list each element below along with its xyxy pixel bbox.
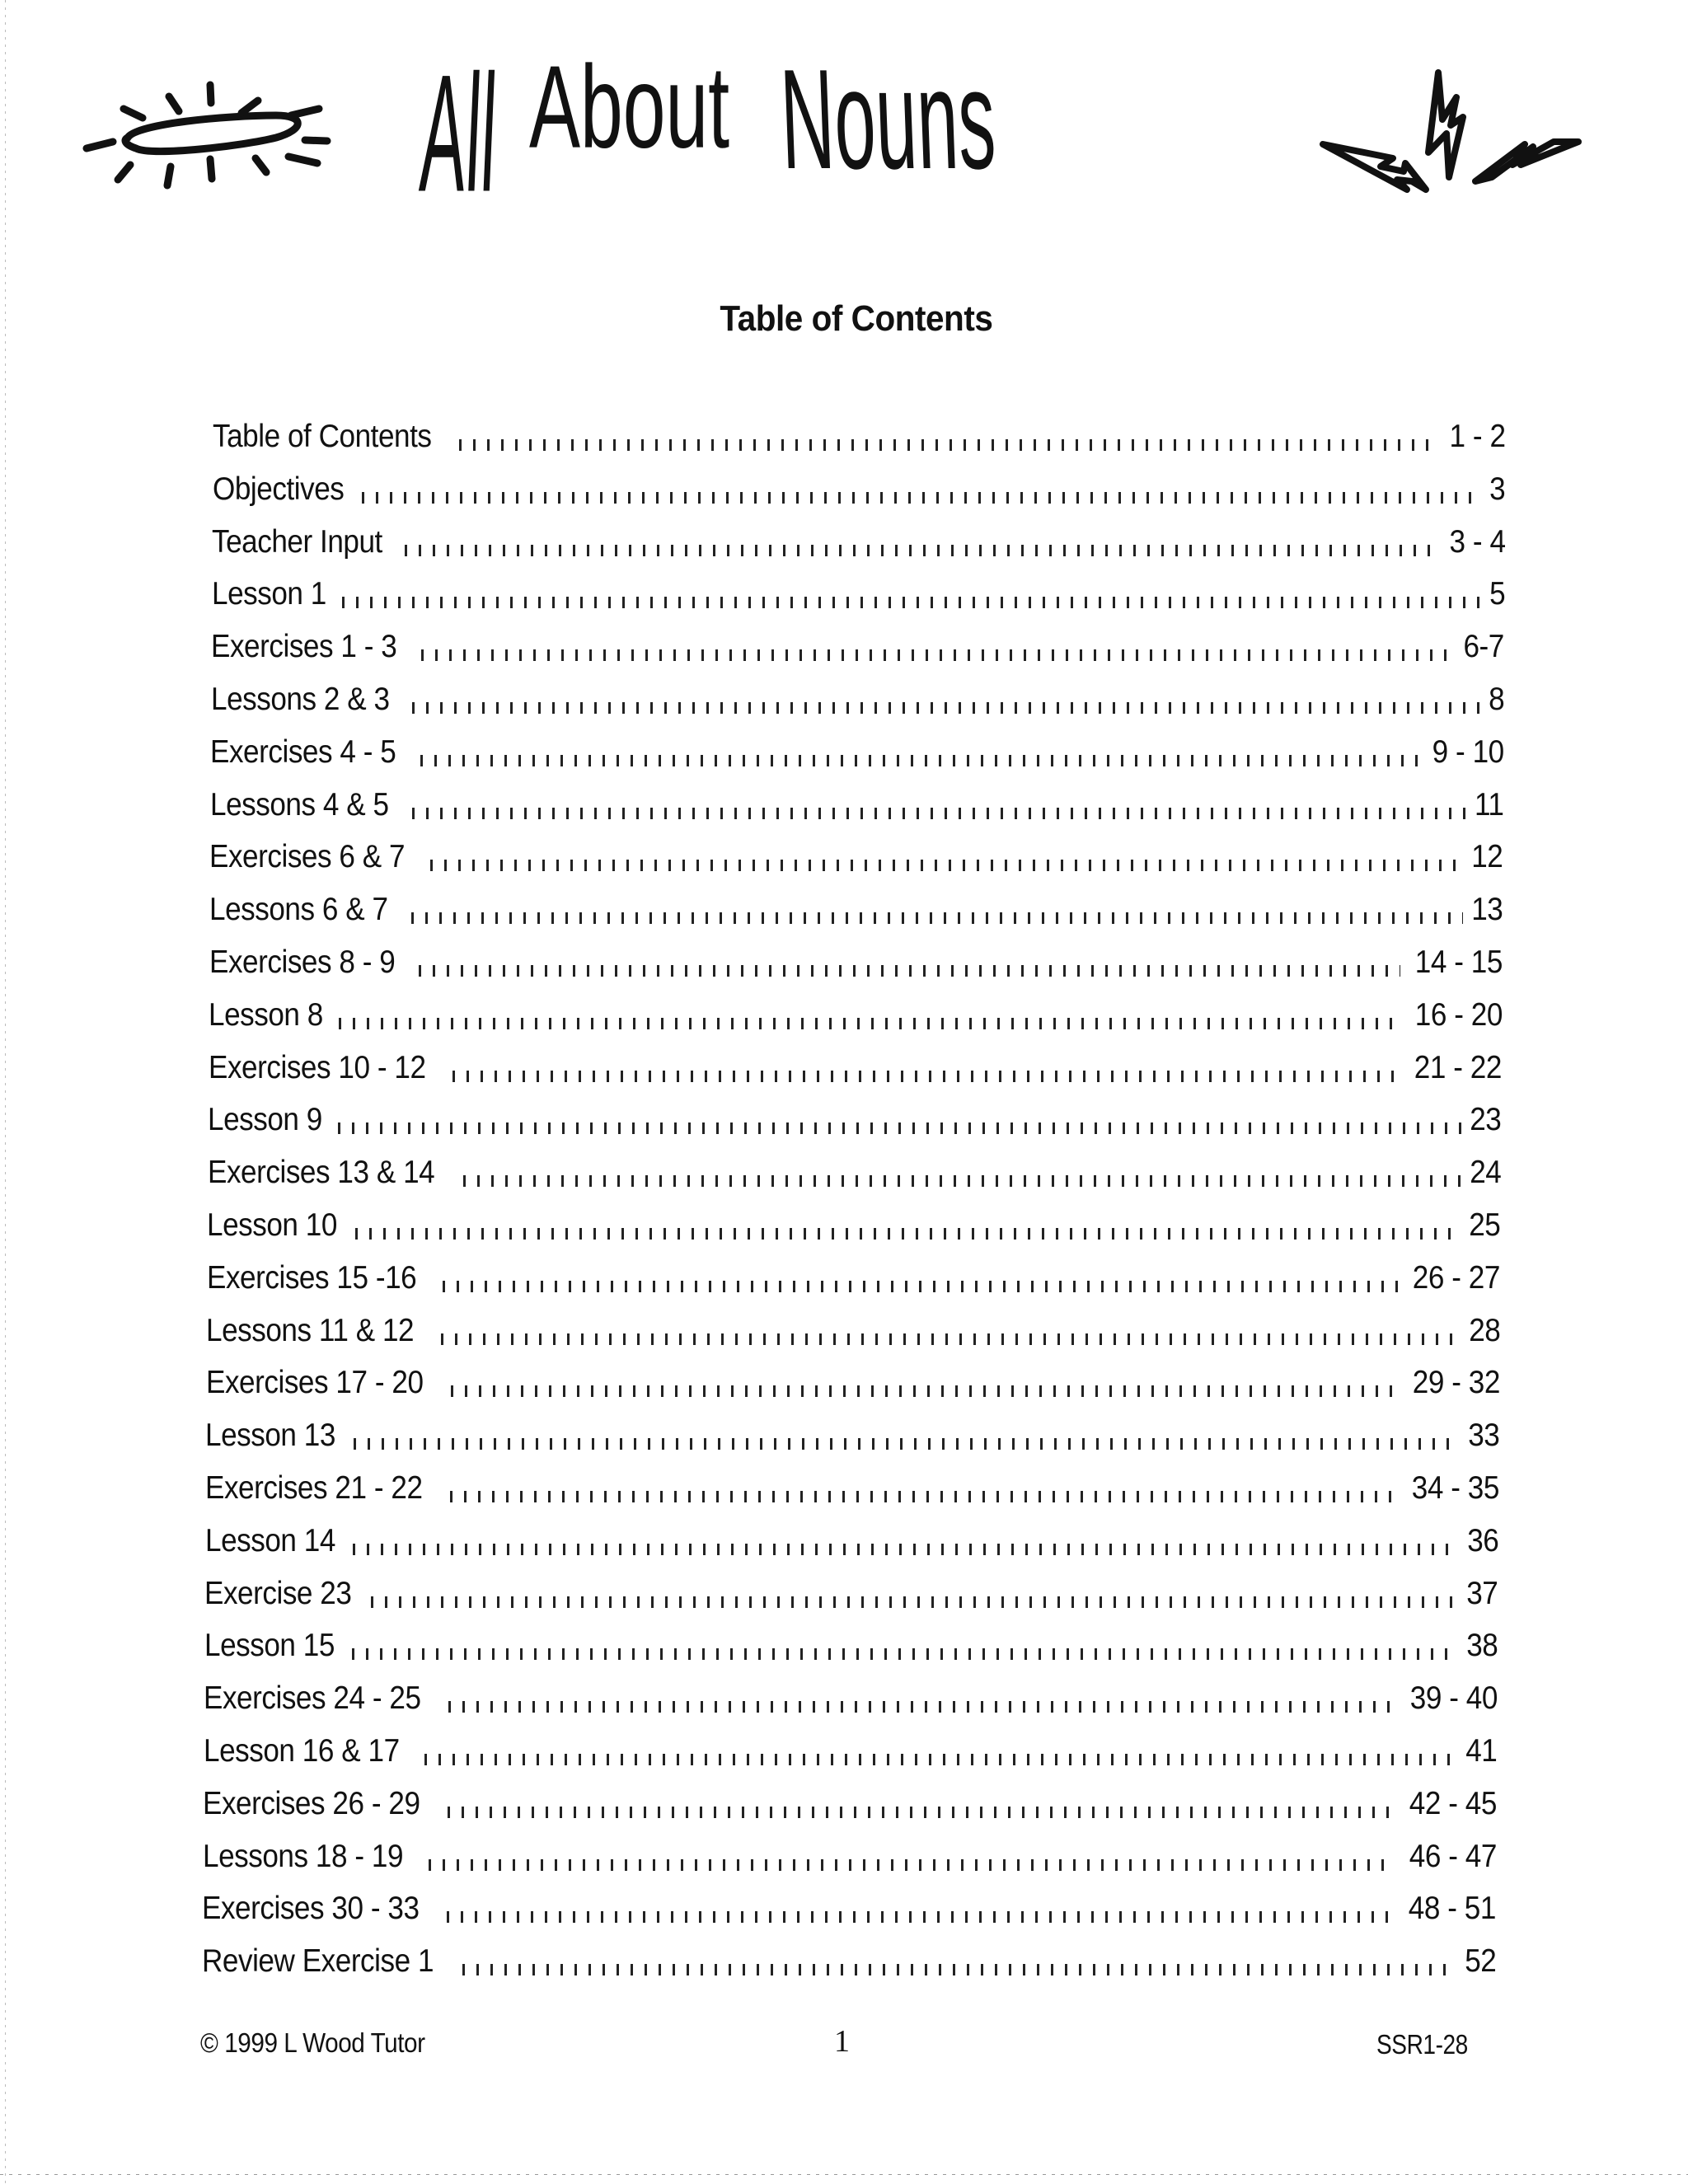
toc-entry-label: Lesson 8 <box>209 996 323 1033</box>
toc-entry[interactable] <box>212 574 1505 615</box>
dot-leader <box>450 1491 1397 1502</box>
dot-leader <box>421 649 1455 661</box>
toc-entry[interactable] <box>206 1362 1500 1404</box>
toc-entry[interactable] <box>211 679 1504 720</box>
toc-entry-label: Exercises 13 & 14 <box>207 1155 434 1191</box>
toc-entry-label: Table of Contents <box>213 419 432 454</box>
toc-heading: Table of Contents <box>720 298 993 339</box>
dot-leader <box>362 492 1484 504</box>
toc-entry-pages: 8 <box>1488 682 1504 717</box>
toc-entry-label: Objectives <box>212 471 344 507</box>
toc-entry-label: Lessons 11 & 12 <box>206 1312 415 1348</box>
toc-entry[interactable] <box>203 1836 1497 1877</box>
dot-leader <box>419 965 1400 977</box>
dot-leader <box>452 1071 1400 1082</box>
dot-leader <box>420 755 1419 766</box>
footer-page-number: 1 <box>834 2024 850 2059</box>
dot-leader <box>424 1754 1457 1765</box>
dot-leader <box>339 1018 1400 1029</box>
dot-leader <box>448 1701 1395 1713</box>
toc-entry-pages: 46 - 47 <box>1409 1838 1497 1874</box>
dot-leader <box>459 439 1438 451</box>
toc-entry-label: Exercise 23 <box>204 1575 352 1611</box>
toc-entry-pages: 13 <box>1471 892 1503 928</box>
dot-leader <box>405 545 1438 556</box>
toc-entry-label: Lesson 10 <box>207 1207 338 1243</box>
toc-entry[interactable] <box>205 1415 1499 1456</box>
toc-entry-label: Lessons 4 & 5 <box>209 786 389 823</box>
dot-leader <box>412 808 1466 819</box>
toc-entry-pages: 14 - 15 <box>1414 944 1503 980</box>
dot-leader <box>338 1122 1461 1134</box>
toc-entry-pages: 21 - 22 <box>1414 1049 1503 1085</box>
toc-entry-label: Lesson 13 <box>205 1418 336 1454</box>
toc-entry-pages: 3 - 4 <box>1449 523 1506 560</box>
toc-entry-pages: 37 <box>1466 1575 1498 1611</box>
toc-entry-pages: 33 <box>1467 1418 1500 1454</box>
toc-entry-pages: 39 - 40 <box>1409 1680 1498 1717</box>
toc-entry-label: Review Exercise 1 <box>202 1943 434 1980</box>
document-title <box>416 33 1249 231</box>
toc-entry-label: Exercises 15 -16 <box>206 1259 417 1296</box>
toc-entry-pages: 9 - 10 <box>1432 733 1504 770</box>
toc-entry-label: Exercises 6 & 7 <box>209 839 406 875</box>
toc-entry-label: Exercises 24 - 25 <box>204 1680 421 1717</box>
title-word-all: All <box>416 39 501 227</box>
toc-entry-pages: 36 <box>1467 1522 1499 1558</box>
toc-entry-label: Exercises 8 - 9 <box>209 944 395 980</box>
toc-entry[interactable] <box>208 1152 1501 1193</box>
toc-entry[interactable] <box>209 942 1503 983</box>
toc-entry-label: Exercises 21 - 22 <box>205 1470 423 1506</box>
toc-entry-pages: 11 <box>1474 786 1504 823</box>
toc-entry[interactable] <box>210 785 1503 826</box>
toc-entry[interactable] <box>204 1573 1498 1615</box>
toc-entry-pages: 3 <box>1489 471 1506 507</box>
toc-entry[interactable] <box>204 1731 1498 1772</box>
footer-document-code: SSR1-28 <box>1376 2029 1468 2060</box>
title-word-nouns: Nouns <box>777 39 998 199</box>
lightning-bolts-icon <box>1315 66 1587 214</box>
toc-entry-label: Lesson 9 <box>208 1102 323 1138</box>
toc-entry[interactable] <box>205 1468 1499 1509</box>
toc-entry[interactable] <box>207 1258 1501 1299</box>
toc-entry-label: Lesson 14 <box>204 1522 335 1558</box>
toc-entry-pages: 6-7 <box>1463 629 1505 665</box>
dot-leader <box>411 912 1463 924</box>
dot-leader <box>430 860 1463 871</box>
toc-entry[interactable] <box>209 1047 1502 1089</box>
toc-entry[interactable] <box>209 837 1503 878</box>
toc-entry-pages: 28 <box>1468 1312 1500 1348</box>
dot-leader <box>441 1333 1461 1345</box>
toc-entry-label: Lessons 2 & 3 <box>210 682 390 717</box>
toc-entry[interactable] <box>213 469 1506 510</box>
toc-entry[interactable] <box>211 626 1504 668</box>
toc-entry[interactable] <box>204 1625 1498 1666</box>
dot-leader <box>447 1911 1394 1923</box>
dot-leader <box>412 702 1481 714</box>
toc-entry-label: Exercises 30 - 33 <box>202 1891 420 1927</box>
toc-entry-label: Lesson 15 <box>204 1628 335 1664</box>
toc-entry-pages: 25 <box>1469 1207 1501 1243</box>
dot-leader <box>352 1648 1458 1660</box>
toc-entry[interactable] <box>212 522 1505 563</box>
toc-entry[interactable] <box>204 1678 1498 1719</box>
dot-leader <box>429 1859 1395 1871</box>
toc-entry[interactable] <box>210 732 1503 773</box>
dot-leader <box>353 1544 1459 1555</box>
toc-entry[interactable] <box>213 416 1506 457</box>
toc-entry-label: Lesson 16 & 17 <box>203 1733 400 1769</box>
toc-entry[interactable] <box>209 889 1503 930</box>
toc-entry[interactable] <box>202 1941 1496 1982</box>
toc-entry-pages: 29 - 32 <box>1412 1365 1500 1401</box>
dot-leader <box>462 1964 1456 1975</box>
toc-entry-label: Lessons 18 - 19 <box>202 1838 403 1874</box>
toc-entry[interactable] <box>208 1099 1501 1141</box>
toc-entry-pages: 48 - 51 <box>1409 1891 1497 1927</box>
toc-entry-pages: 24 <box>1470 1155 1502 1191</box>
dot-leader <box>443 1281 1398 1292</box>
toc-entry-pages: 26 - 27 <box>1413 1259 1501 1296</box>
dot-leader <box>342 597 1483 608</box>
toc-entry[interactable] <box>206 1310 1500 1352</box>
dot-leader <box>355 1228 1461 1240</box>
toc-entry[interactable] <box>209 995 1502 1036</box>
dot-leader <box>463 1175 1461 1187</box>
toc-entry-pages: 34 - 35 <box>1411 1470 1499 1506</box>
toc-entry-pages: 16 - 20 <box>1414 996 1503 1033</box>
toc-entry[interactable] <box>205 1521 1499 1562</box>
toc-entry-pages: 5 <box>1489 576 1505 612</box>
toc-entry-pages: 12 <box>1471 839 1503 875</box>
toc-entry-label: Exercises 10 - 12 <box>208 1049 426 1085</box>
scan-edge-bottom <box>0 2174 1688 2175</box>
toc-entry-label: Teacher Input <box>212 523 382 560</box>
toc-entry-pages: 41 <box>1465 1733 1498 1769</box>
toc-entry[interactable] <box>202 1888 1496 1929</box>
toc-entry-label: Exercises 1 - 3 <box>211 629 397 665</box>
toc-entry-label: Exercises 17 - 20 <box>205 1365 424 1401</box>
dot-leader <box>354 1438 1460 1450</box>
footer-copyright: © 1999 L Wood Tutor <box>200 2027 425 2058</box>
toc-entry-label: Exercises 26 - 29 <box>203 1785 420 1821</box>
toc-entry[interactable] <box>207 1205 1501 1246</box>
toc-entry[interactable] <box>203 1783 1497 1825</box>
dot-leader <box>371 1596 1458 1608</box>
title-word-about: About <box>528 40 729 173</box>
toc-entry-pages: 38 <box>1466 1628 1498 1664</box>
toc-entry-label: Lesson 1 <box>211 576 326 612</box>
dot-leader <box>451 1385 1398 1397</box>
toc-entry-pages: 52 <box>1464 1943 1496 1980</box>
dot-leader <box>448 1807 1395 1818</box>
toc-entry-pages: 1 - 2 <box>1450 419 1506 454</box>
toc-entry-label: Lessons 6 & 7 <box>209 892 388 928</box>
toc-entry-pages: 42 - 45 <box>1409 1785 1498 1821</box>
sun-icon <box>78 78 342 202</box>
toc-entry-label: Exercises 4 - 5 <box>210 733 396 770</box>
toc-entry-pages: 23 <box>1470 1102 1502 1138</box>
